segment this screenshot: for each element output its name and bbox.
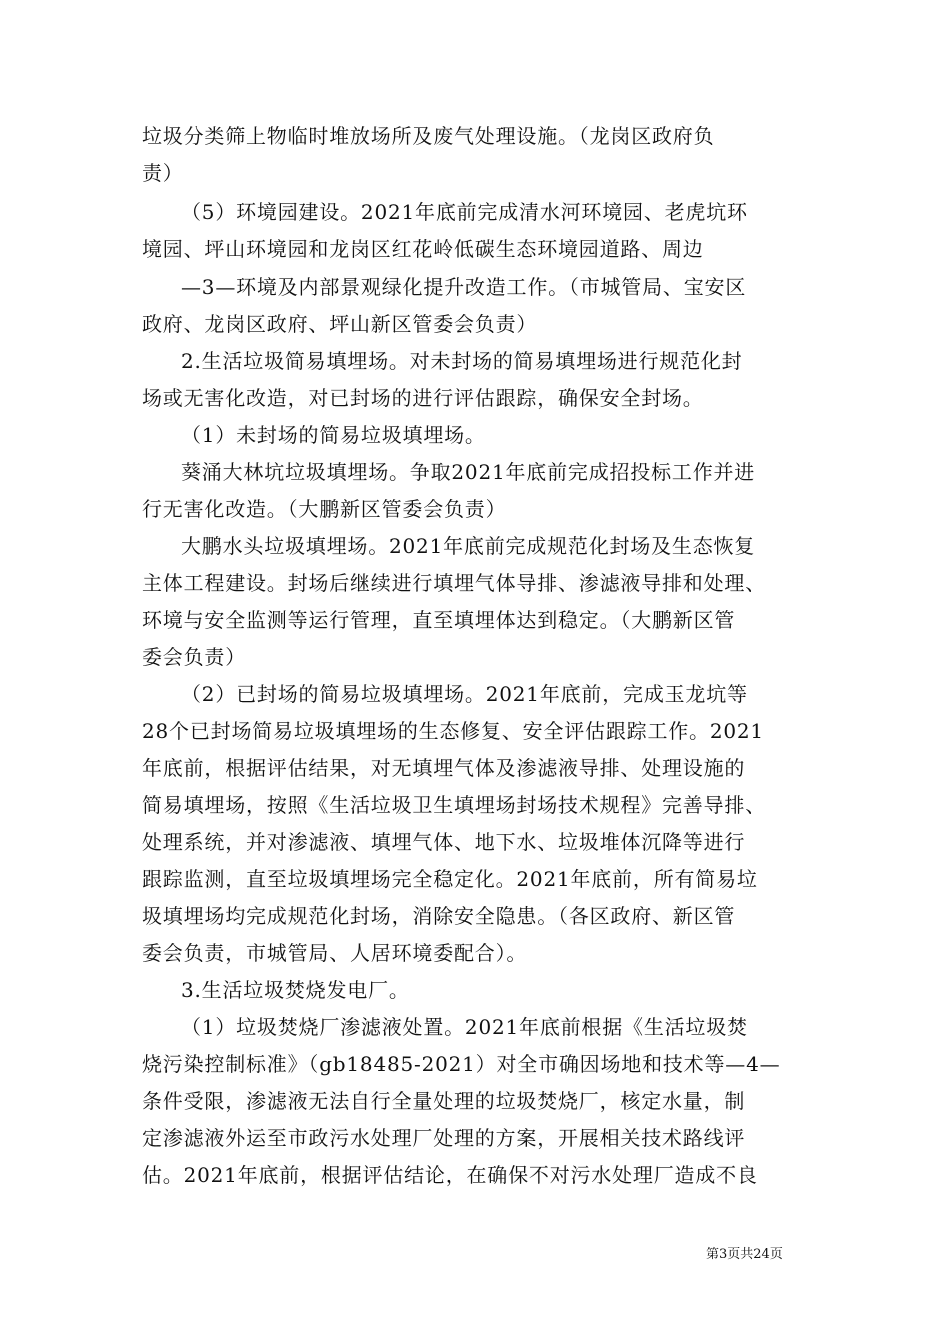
paragraph-line: 政府、龙岗区政府、坪山新区管委会负责） <box>142 312 538 336</box>
paragraph-line: 简易填埋场，按照《生活垃圾卫生填埋场封场技术规程》完善导排、 <box>142 793 766 817</box>
paragraph-line: （5）环境园建设。2021年底前完成清水河环境园、老虎坑环 <box>181 200 748 224</box>
paragraph-line: 28个已封场简易垃圾填埋场的生态修复、安全评估跟踪工作。2021 <box>142 719 764 743</box>
paragraph-line: 定渗滤液外运至市政污水处理厂处理的方案，开展相关技术路线评 <box>142 1126 746 1150</box>
paragraph-line: （2）已封场的简易垃圾填埋场。2021年底前，完成玉龙坑等 <box>181 682 748 706</box>
paragraph-line: 行无害化改造。（大鹏新区管委会负责） <box>142 497 507 521</box>
paragraph-line: 条件受限，渗滤液无法自行全量处理的垃圾焚烧厂，核定水量，制 <box>142 1089 746 1113</box>
paragraph-line: 跟踪监测，直至垃圾填埋场完全稳定化。2021年底前，所有简易垃 <box>142 867 758 891</box>
paragraph-line: 3.生活垃圾焚烧发电厂。 <box>181 978 410 1002</box>
paragraph-line: 境园、坪山环境园和龙岗区红花岭低碳生态环境园道路、周边 <box>142 237 704 261</box>
paragraph-line: 处理系统，并对渗滤液、填埋气体、地下水、垃圾堆体沉降等进行 <box>142 830 746 854</box>
paragraph-line: 圾填埋场均完成规范化封场，消除安全隐患。（各区政府、新区管 <box>142 904 736 928</box>
paragraph-line: 责） <box>142 161 184 185</box>
paragraph-line: 垃圾分类筛上物临时堆放场所及废气处理设施。（龙岗区政府负 <box>142 124 715 148</box>
page-number-footer: 第3页共24页 <box>706 1247 783 1262</box>
paragraph-line: 2.生活垃圾简易填埋场。对未封场的简易填埋场进行规范化封 <box>181 349 743 373</box>
paragraph-line: 估。2021年底前，根据评估结论，在确保不对污水处理厂造成不良 <box>142 1163 758 1187</box>
paragraph-line: 大鹏水头垃圾填埋场。2021年底前完成规范化封场及生态恢复 <box>181 534 756 558</box>
paragraph-line: 场或无害化改造，对已封场的进行评估跟踪，确保安全封场。 <box>142 386 704 410</box>
paragraph-line: 环境与安全监测等运行管理，直至填埋体达到稳定。（大鹏新区管 <box>142 608 736 632</box>
paragraph-line: （1）垃圾焚烧厂渗滤液处置。2021年底前根据《生活垃圾焚 <box>181 1015 748 1039</box>
paragraph-line: 委会负责，市城管局、人居环境委配合）。 <box>142 941 528 965</box>
paragraph-line: 年底前，根据评估结果，对无填埋气体及渗滤液导排、处理设施的 <box>142 756 746 780</box>
paragraph-line: 葵涌大林坑垃圾填埋场。争取2021年底前完成招投标工作并进 <box>181 460 756 484</box>
paragraph-line: 主体工程建设。封场后继续进行填埋气体导排、渗滤液导排和处理、 <box>142 571 766 595</box>
paragraph-line: 委会负责） <box>142 645 246 669</box>
paragraph-line: 烧污染控制标准》（gb18485-2021）对全市确因场地和技术等—4— <box>142 1052 781 1076</box>
paragraph-line: —3—环境及内部景观绿化提升改造工作。（市城管局、宝安区 <box>181 275 747 299</box>
paragraph-line: （1）未封场的简易垃圾填埋场。 <box>181 423 486 447</box>
